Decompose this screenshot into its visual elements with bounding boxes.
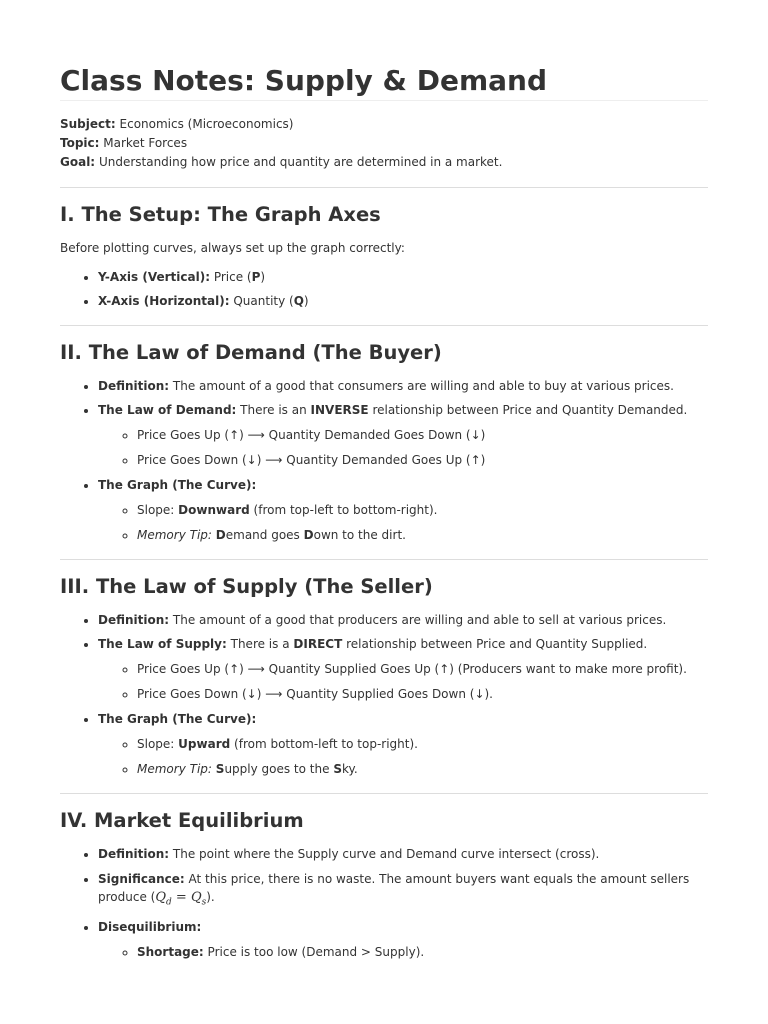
disequilibrium-label: Disequilibrium: (98, 919, 202, 934)
supply-slope-keyword: Upward (178, 737, 231, 751)
formula-equals: = (171, 890, 191, 905)
section-2-heading: II. The Law of Demand (The Buyer) (60, 341, 442, 364)
list-item-demand-graph (98, 476, 708, 544)
supply-tip-text-1: upply goes to the (224, 762, 330, 776)
demand-tip-letter-2: D (303, 528, 314, 542)
list-item-supply-price-up: ◦ Price Goes Up (↑) ⟶ Quantity Supplied Goes Up (↑) (Producers want to make more profit). (137, 660, 708, 678)
demand-def-text: The amount of a good that consumers are willing and able to buy at various prices. (172, 379, 674, 393)
law-of-demand-keyword: INVERSE (310, 403, 369, 417)
supply-graph-sublist (98, 735, 708, 778)
formula-q2: Q (190, 890, 202, 905)
list-item-x-axis (98, 292, 708, 310)
supply-tip-letter-2: S (333, 762, 342, 776)
shortage-label: Shortage: (137, 944, 204, 959)
document-meta (60, 115, 708, 172)
law-of-supply-pre: There is a (230, 637, 290, 651)
law-of-supply-keyword: DIRECT (293, 637, 343, 651)
list-item-demand-definition (98, 377, 708, 395)
list-item-equilibrium-definition (98, 845, 708, 863)
title-divider (60, 100, 708, 101)
supply-slope-pre: Slope: (137, 737, 175, 751)
meta-topic-value: Market Forces (103, 136, 188, 150)
demand-slope-post: (from top-left to bottom-right). (253, 503, 438, 517)
formula-sub-s: s (201, 897, 207, 908)
equilibrium-formula (155, 890, 207, 908)
section-3-heading: III. The Law of Supply (The Seller) (60, 575, 433, 598)
x-axis-close: ) (303, 294, 309, 308)
demand-slope-pre: Slope: (137, 503, 175, 517)
meta-subject (60, 115, 708, 134)
section-1-intro: Before plotting curves, always set up the graph correctly: (60, 241, 405, 255)
section-divider (60, 325, 708, 326)
demand-tip-text-1: emand goes (225, 528, 300, 542)
demand-tip-text-2: own to the dirt. (313, 528, 406, 542)
supply-slope-post: (from bottom-left to top-right). (234, 737, 418, 751)
y-axis-var: P (251, 270, 261, 284)
list-item-y-axis (98, 268, 708, 286)
meta-goal (60, 153, 708, 172)
significance-close: ). (206, 890, 215, 904)
list-item-supply-graph (98, 710, 708, 778)
law-of-supply-sublist (98, 660, 708, 703)
list-item-demand-slope (137, 501, 708, 519)
section-divider (60, 187, 708, 188)
supply-def-text: The amount of a good that producers are willing and able to sell at various prices. (172, 613, 667, 627)
supply-graph-label: The Graph (The Curve): (98, 712, 257, 726)
list-item-supply-slope (137, 735, 708, 753)
significance-label: Significance: (98, 872, 185, 886)
x-axis-text: Quantity ( (233, 294, 294, 308)
section-divider (60, 559, 708, 560)
law-of-demand-post: relationship between Price and Quantity Demanded. (372, 403, 688, 417)
significance-text: At this price, there is no waste. The amount buyers want equals the amount sellers produce ( (98, 872, 690, 904)
meta-goal-value: Understanding how price and quantity are determined in a market. (98, 155, 503, 169)
list-item-demand-price-down: ◦ Price Goes Down (↓) ⟶ Quantity Demanded Goes Up (↑) (137, 451, 708, 469)
section-1-list (60, 268, 708, 310)
list-item-disequilibrium (98, 918, 708, 961)
supply-tip-text-2: ky. (341, 762, 358, 776)
formula-q1: Q (155, 890, 166, 905)
demand-slope-keyword: Downward (178, 503, 250, 517)
y-axis-text: Price ( (213, 270, 252, 284)
meta-subject-value: Economics (Microeconomics) (119, 117, 294, 131)
y-axis-close: ) (260, 270, 266, 284)
meta-subject-label: Subject: (60, 117, 116, 131)
list-item-significance (98, 870, 708, 912)
demand-tip-letter-1: D (215, 528, 226, 542)
list-item-shortage (137, 943, 708, 961)
equilibrium-def-text: The point where the Supply curve and Demand curve intersect (cross). (172, 847, 600, 861)
x-axis-label: X-Axis (Horizontal): (98, 294, 230, 308)
list-item-supply-tip (137, 760, 708, 778)
demand-def-label: Definition: (98, 379, 170, 393)
section-4-list (60, 845, 708, 961)
law-of-supply-label: The Law of Supply: (98, 637, 227, 651)
y-axis-label: Y-Axis (Vertical): (98, 270, 210, 284)
section-divider (60, 793, 708, 794)
demand-graph-sublist (98, 501, 708, 544)
supply-tip-letter-1: S (215, 762, 225, 776)
page-title: Class Notes: Supply & Demand (60, 64, 548, 97)
list-item-supply-definition (98, 611, 708, 629)
supply-def-label: Definition: (98, 613, 170, 627)
meta-goal-label: Goal: (60, 155, 96, 169)
formula-sub-d: d (166, 897, 172, 908)
meta-topic (60, 134, 708, 153)
meta-topic-label: Topic: (60, 136, 100, 150)
list-item-demand-tip (137, 526, 708, 544)
shortage-text: Price is too low (Demand > Supply). (207, 944, 425, 959)
law-of-demand-label: The Law of Demand: (98, 403, 237, 417)
section-2-list (60, 377, 708, 544)
x-axis-var: Q (293, 294, 304, 308)
demand-tip-label: Memory Tip: (137, 528, 212, 542)
list-item-supply-price-down: ◦ Price Goes Down (↓) ⟶ Quantity Supplied Goes Down (↓). (137, 685, 708, 703)
section-1-heading: I. The Setup: The Graph Axes (60, 203, 381, 226)
supply-tip-label: Memory Tip: (137, 762, 212, 776)
law-of-supply-post: relationship between Price and Quantity Supplied. (346, 637, 648, 651)
section-4-heading: IV. Market Equilibrium (60, 809, 304, 832)
list-item-law-of-supply (98, 635, 708, 703)
law-of-demand-sublist (98, 426, 708, 469)
list-item-law-of-demand (98, 401, 708, 469)
section-3-list (60, 611, 708, 778)
law-of-demand-pre: There is an (240, 403, 307, 417)
equilibrium-def-label: Definition: (98, 847, 170, 861)
demand-graph-label: The Graph (The Curve): (98, 478, 257, 492)
list-item-demand-price-up: ◦ Price Goes Up (↑) ⟶ Quantity Demanded Goes Down (↓) (137, 426, 708, 444)
disequilibrium-sublist (98, 943, 708, 961)
